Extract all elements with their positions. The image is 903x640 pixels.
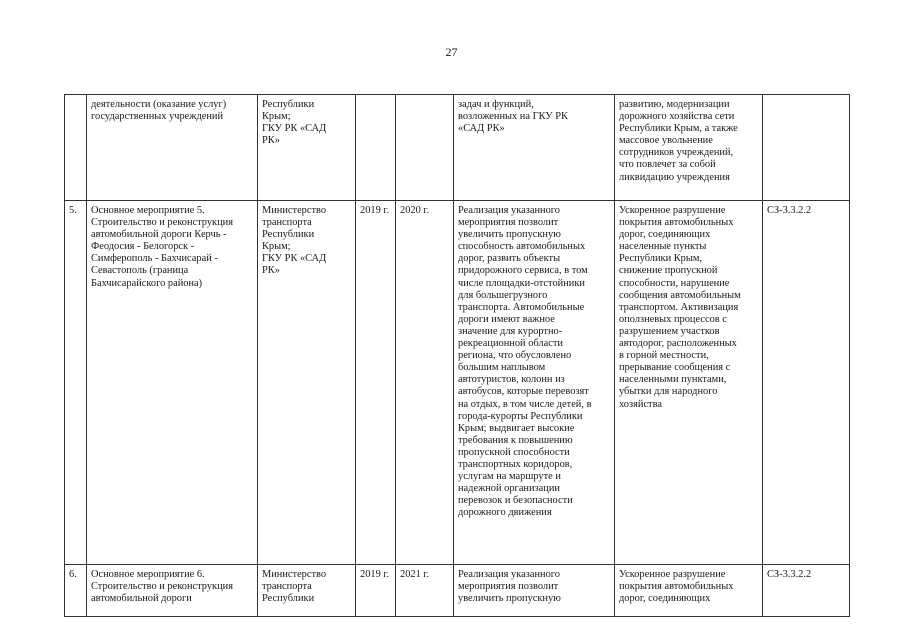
measures-table [64,94,850,617]
start-year: 2019 г. [356,565,396,617]
start-year: 2019 г. [356,201,396,565]
page-number: 27 [445,45,458,59]
consequences: Ускоренное разрушение покрытия автомобильных дорог, соединяющих [615,565,763,617]
row-number: 6. [65,565,87,617]
row-number [65,95,87,201]
measure-name: Основное мероприятие 6. Строительство и реконструкция автомобильной дороги [87,565,258,617]
table-row [65,95,850,201]
consequences: Ускоренное разрушение покрытия автомобильных дорог, соединяющих населенные пункты Республики Крым, снижение пропускной способности, нарушение сообщения автомобильным транспортом. Активизация оползневых процессов с разрушением участков автодорог, расположенных в горной местности, прерывание сообщения с населенными пунктами, убытки для народного хозяйства [615,201,763,565]
measure-name: деятельности (оказание услуг) государственных учреждений [87,95,258,201]
start-year [356,95,396,201]
end-year: 2020 г. [396,201,454,565]
end-year [396,95,454,201]
row-number: 5. [65,201,87,565]
measure-name: Основное мероприятие 5. Строительство и реконструкция автомобильной дороги Керчь - Феодосия - Белогорск - Симферополь - Бахчисарай - Севастополь (граница Бахчисарайского района) [87,201,258,565]
indicator-code [763,95,850,201]
indicator-code: СЗ-3.3.2.2 [763,565,850,617]
executor: Министерство транспорта Республики [258,565,356,617]
executor: Министерство транспорта Республики Крым; ГКУ РК «САД РК» [258,201,356,565]
executor: Республики Крым; ГКУ РК «САД РК» [258,95,356,201]
table-row [65,201,850,565]
table-row [65,565,850,617]
consequences: развитию, модернизации дорожного хозяйства сети Республики Крым, а также массовое увольнение сотрудников учреждений, что повлечет за собой ликвидацию учреждения [615,95,763,201]
expected-result: Реализация указанного мероприятия позволит увеличить пропускную способность автомобильных дорог, развить объекты придорожного сервиса, в том числе площадки-отстойники для большегрузного транспорта. Автомобильные дороги имеют важное значение для курортно- рекреационной области региона, что обусловлено большим наплывом автотуристов, колонн из автобусов, которые перевозят на отдых, в том числе детей, в города-курорты Республики Крым; выдвигает высокие требования к повышению пропускной способности транспортных коридоров, услугам на маршруте и надежной организации перевозок и безопасности дорожного движения [454,201,615,565]
expected-result: Реализация указанного мероприятия позволит увеличить пропускную [454,565,615,617]
indicator-code: СЗ-3.3.2.2 [763,201,850,565]
expected-result: задач и функций, возложенных на ГКУ РК «САД РК» [454,95,615,201]
end-year: 2021 г. [396,565,454,617]
